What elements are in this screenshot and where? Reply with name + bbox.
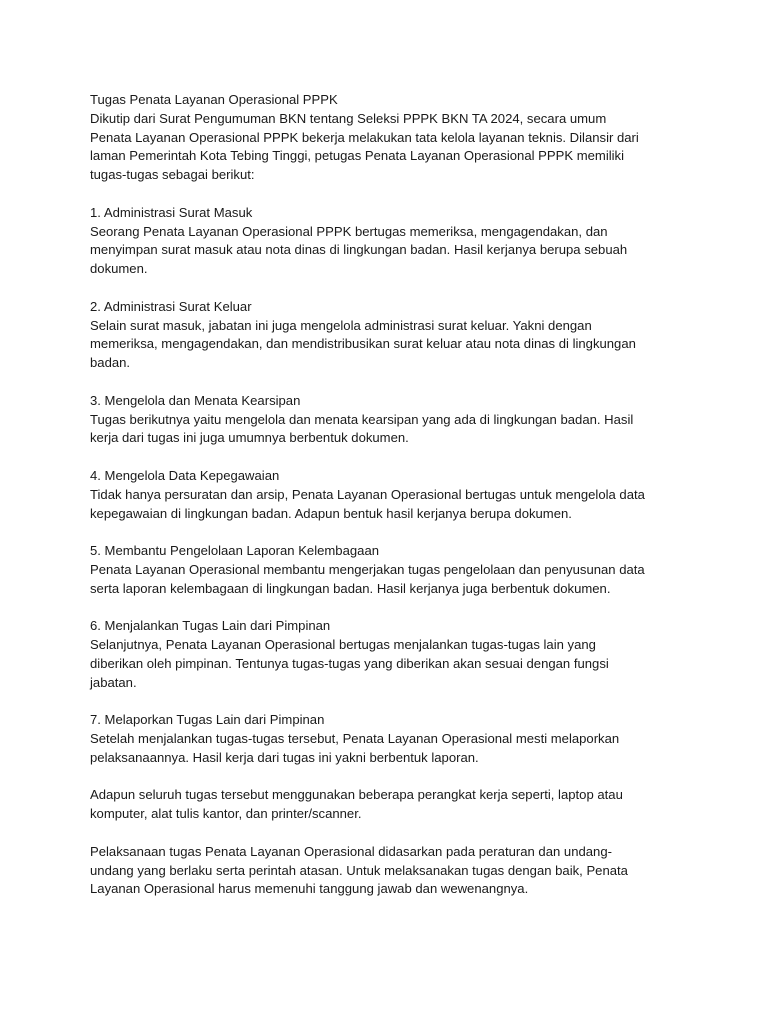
section-6-heading: 6. Menjalankan Tugas Lain dari Pimpinan [90,618,331,634]
paragraph-gap [90,279,690,298]
document-intro: Dikutip dari Surat Pengumuman BKN tentang Seleksi PPPK BKN TA 2024, secara umum Penata Layanan Operasional PPPK bekerja melakukan tata kelola layanan teknis. Dilansir dari laman Pemerintah Kota Tebing Tinggi, petugas Penata Layanan Operasional PPPK memiliki tugas-tugas sebagai berikut: [90,110,639,183]
document-page [90,91,690,899]
section-6-body: Selanjutnya, Penata Layanan Operasional bertugas menjalankan tugas-tugas lain yang diberikan oleh pimpinan. Tentunya tugas-tugas yang diberikan akan sesuai dengan fungsi jabatan. [90,637,609,690]
section-7-body: Setelah menjalankan tugas-tugas tersebut, Penata Layanan Operasional mesti melaporkan pelaksanaannya. Hasil kerja dari tugas ini yakni berbentuk laporan. [90,731,620,765]
closing-paragraph-1: Adapun seluruh tugas tersebut menggunakan beberapa perangkat kerja seperti, laptop atau komputer, alat tulis kantor, dan printer/scanner. [90,787,623,822]
section-4-heading: 4. Mengelola Data Kepegawaian [90,467,280,483]
paragraph-gap [90,448,690,467]
paragraph-gap [90,768,690,787]
closing-paragraph-2: Pelaksanaan tugas Penata Layanan Operasional didasarkan pada peraturan dan undang- undang yang berlaku serta perintah atasan. Untuk melaksanakan tugas dengan baik, Penata Layanan Operasional harus memenuhi tanggung jawab dan wewenangnya. [90,843,628,897]
section-4-body: Tidak hanya persuratan dan arsip, Penata Layanan Operasional bertugas untuk mengelola data kepegawaian di lingkungan badan. Adapun bentuk hasil kerjanya berupa dokumen. [90,486,645,521]
paragraph-gap [90,373,690,392]
section-5-heading: 5. Membantu Pengelolaan Laporan Kelembagaan [90,543,380,559]
paragraph-gap [90,523,690,542]
section-7-heading: 7. Melaporkan Tugas Lain dari Pimpinan [90,712,325,728]
paragraph-gap [90,599,690,618]
paragraph-gap [90,693,690,712]
section-2-heading: 2. Administrasi Surat Keluar [90,298,252,314]
paragraph-gap [90,824,690,843]
document-title: Tugas Penata Layanan Operasional PPPK [90,92,338,107]
section-5-body: Penata Layanan Operasional membantu mengerjakan tugas pengelolaan dan penyusunan data serta laporan kelembagaan di lingkungan badan. Hasil kerjanya juga berbentuk dokumen. [90,561,645,596]
section-1-body: Seorang Penata Layanan Operasional PPPK bertugas memeriksa, mengagendakan, dan menyimpan surat masuk atau nota dinas di lingkungan badan. Hasil kerjanya berupa sebuah dokumen. [90,223,628,277]
paragraph-gap [90,185,690,204]
section-3-heading: 3. Mengelola dan Menata Kearsipan [90,392,301,408]
section-3-body: Tugas berikutnya yaitu mengelola dan menata kearsipan yang ada di lingkungan badan. Hasil kerja dari tugas ini juga umumnya berbentuk dokumen. [90,411,634,446]
section-2-body: Selain surat masuk, jabatan ini juga mengelola administrasi surat keluar. Yakni dengan memeriksa, mengagendakan, dan mendistribusikan surat keluar atau nota dinas di lingkungan badan. [90,317,636,371]
section-1-heading: 1. Administrasi Surat Masuk [90,204,253,220]
